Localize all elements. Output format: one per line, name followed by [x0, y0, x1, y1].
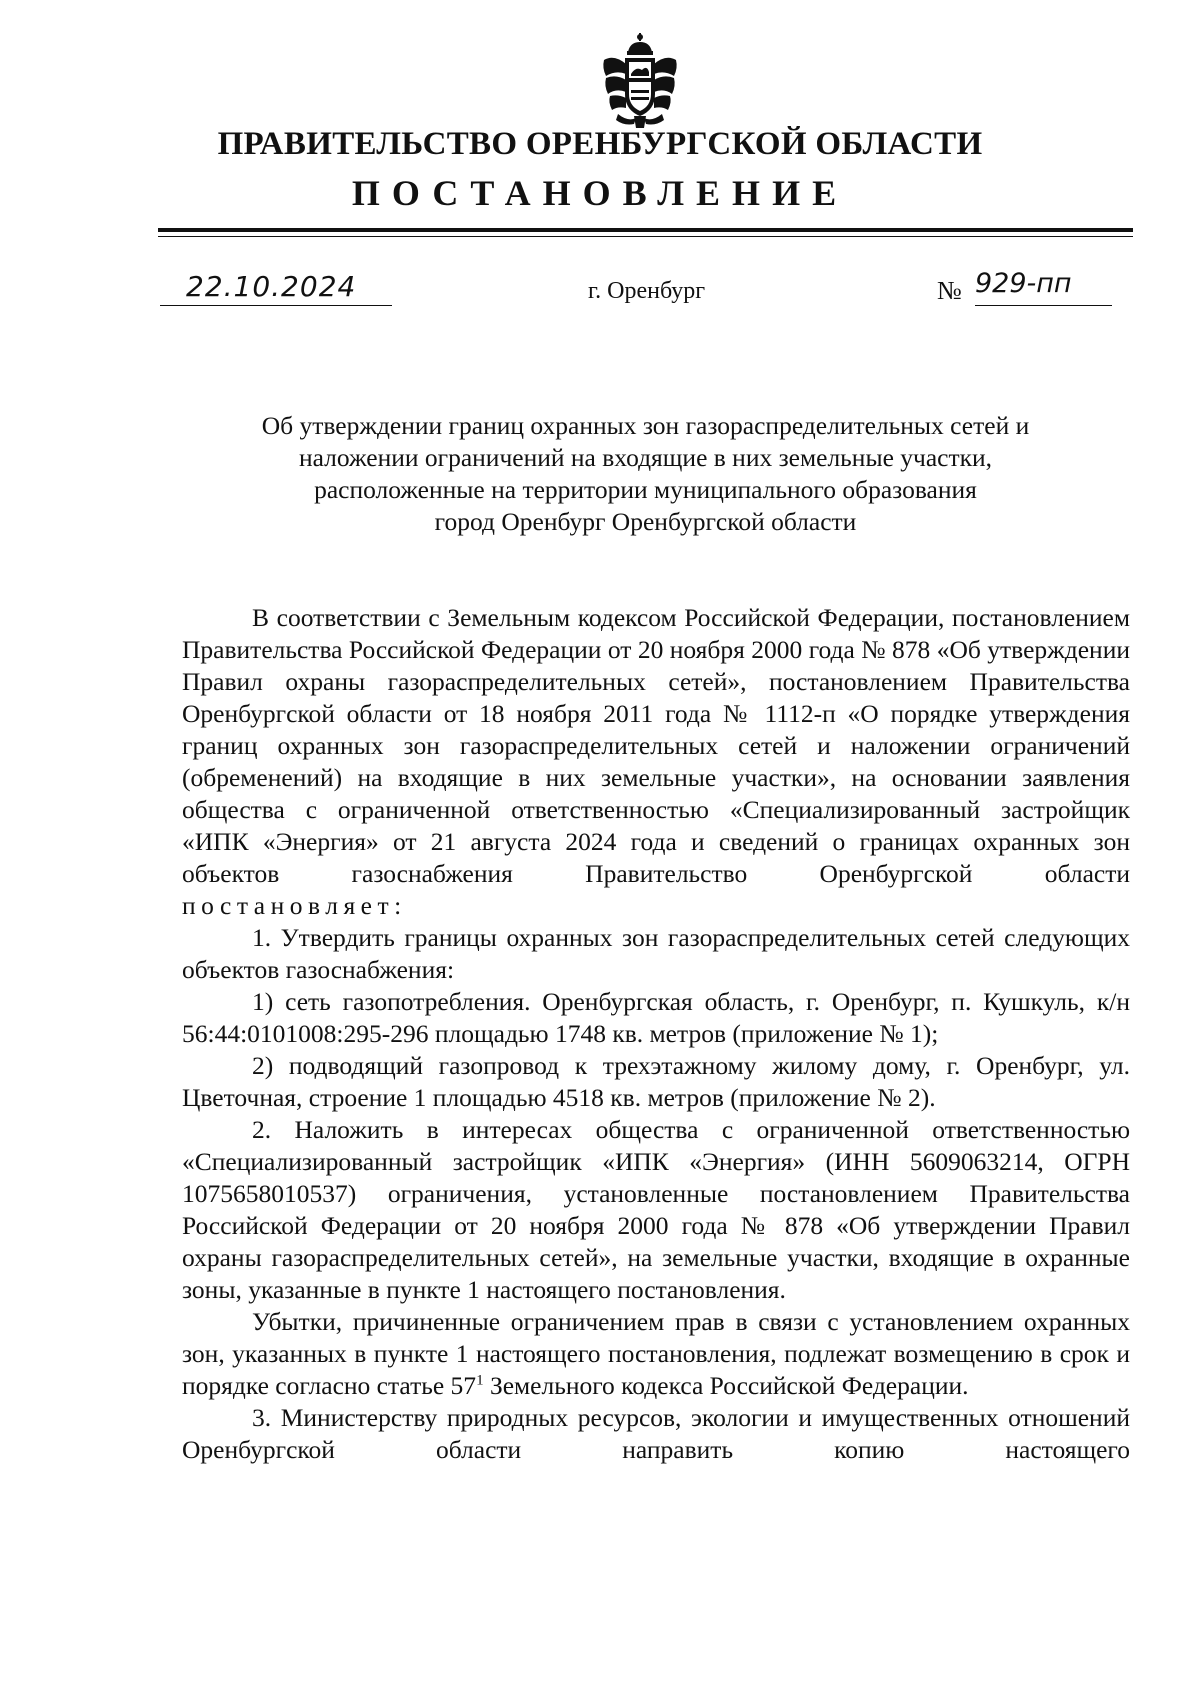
item-2-paragraph: 2. Наложить в интересах общества с ограниченной ответственностью «Специализированный застройщик «ИПК «Энергия» (ИНН 5609063214, ОГРН 1075658010537) ограничения, установленные постановлением Правительства Российской Федерации от 20 ноября 2000 года № 878 «Об утверждении Правил охраны газораспределительных сетей», на земельные участки, входящие в охранные зоны, указанные в пункте 1 настоящего постановления.	[182, 1115, 1130, 1304]
preamble-paragraph: В соответствии с Земельным кодексом Российской Федерации, постановлением Правительства Российской Федерации от 20 ноября 2000 года № 878 «Об утверждении Правил охраны газораспределительных сетей», постановлением Правительства Оренбургской области от 18 ноября 2011 года № 1112-п «О порядке утверждения границ охранных зон газораспределительных сетей и наложении ограничений (обременений) на входящие в них земельные участки», на основании заявления общества с ограниченной ответственностью «Специализированный застройщик «ИПК «Энергия» от 21 августа 2024 года и сведений о границах охранных зон объектов газоснабжения Правительство Оренбургской области	[182, 603, 1130, 888]
subject-line: Об утверждении границ охранных зон газораспределительных сетей и	[261, 411, 1030, 440]
organization-title: ПРАВИТЕЛЬСТВО ОРЕНБУРГСКОЙ ОБЛАСТИ	[217, 126, 983, 162]
item-1-2-paragraph: 2) подводящий газопровод к трехэтажному жилому дому, г. Оренбург, ул. Цветочная, строение 1 площадью 4518 кв. метров (приложение № 2).	[182, 1051, 1130, 1112]
document-type-title: ПОСТАНОВЛЕНИЕ	[351, 173, 849, 213]
article-superscript: 1	[476, 1372, 484, 1389]
subject-line: наложении ограничений на входящие в них земельные участки,	[298, 443, 993, 472]
number-sign: №	[937, 276, 962, 305]
losses-paragraph	[182, 1306, 1130, 1402]
resolution-word: постановляет:	[182, 891, 407, 920]
number-underline	[975, 305, 1112, 306]
item-3-paragraph: 3. Министерству природных ресурсов, экологии и имущественных отношений Оренбургской области направить копию настоящего	[182, 1403, 1130, 1464]
document-city: г. Оренбург	[588, 278, 706, 304]
document-subject	[158, 410, 1133, 538]
item-1-paragraph: 1. Утвердить границы охранных зон газораспределительных сетей следующих объектов газоснабжения:	[182, 923, 1130, 984]
coat-of-arms-emblem	[598, 30, 682, 134]
subject-line: расположенные на территории муниципального образования	[314, 475, 977, 504]
subject-line: город Оренбург Оренбургской области	[434, 507, 857, 536]
losses-text-b: Земельного кодекса Российской Федерации.	[483, 1371, 969, 1400]
losses-text-a: Убытки, причиненные ограничением прав в связи с установлением охранных зон, указанных в пункте 1 настоящего постановления, подлежат возмещению в срок и порядке согласно статье 57	[182, 1307, 1130, 1400]
document-number: 929-пп	[975, 268, 1072, 299]
document-date: 22.10.2024	[186, 270, 357, 303]
item-1-1-paragraph: 1) сеть газопотребления. Оренбургская область, г. Оренбург, п. Кушкуль, к/н 56:44:0101008:295-296 площадью 1748 кв. метров (приложение № 1);	[182, 987, 1130, 1048]
header-divider-thin	[158, 236, 1133, 237]
date-underline	[160, 305, 392, 306]
header-divider-thick	[158, 228, 1133, 232]
document-body	[182, 602, 1130, 1466]
